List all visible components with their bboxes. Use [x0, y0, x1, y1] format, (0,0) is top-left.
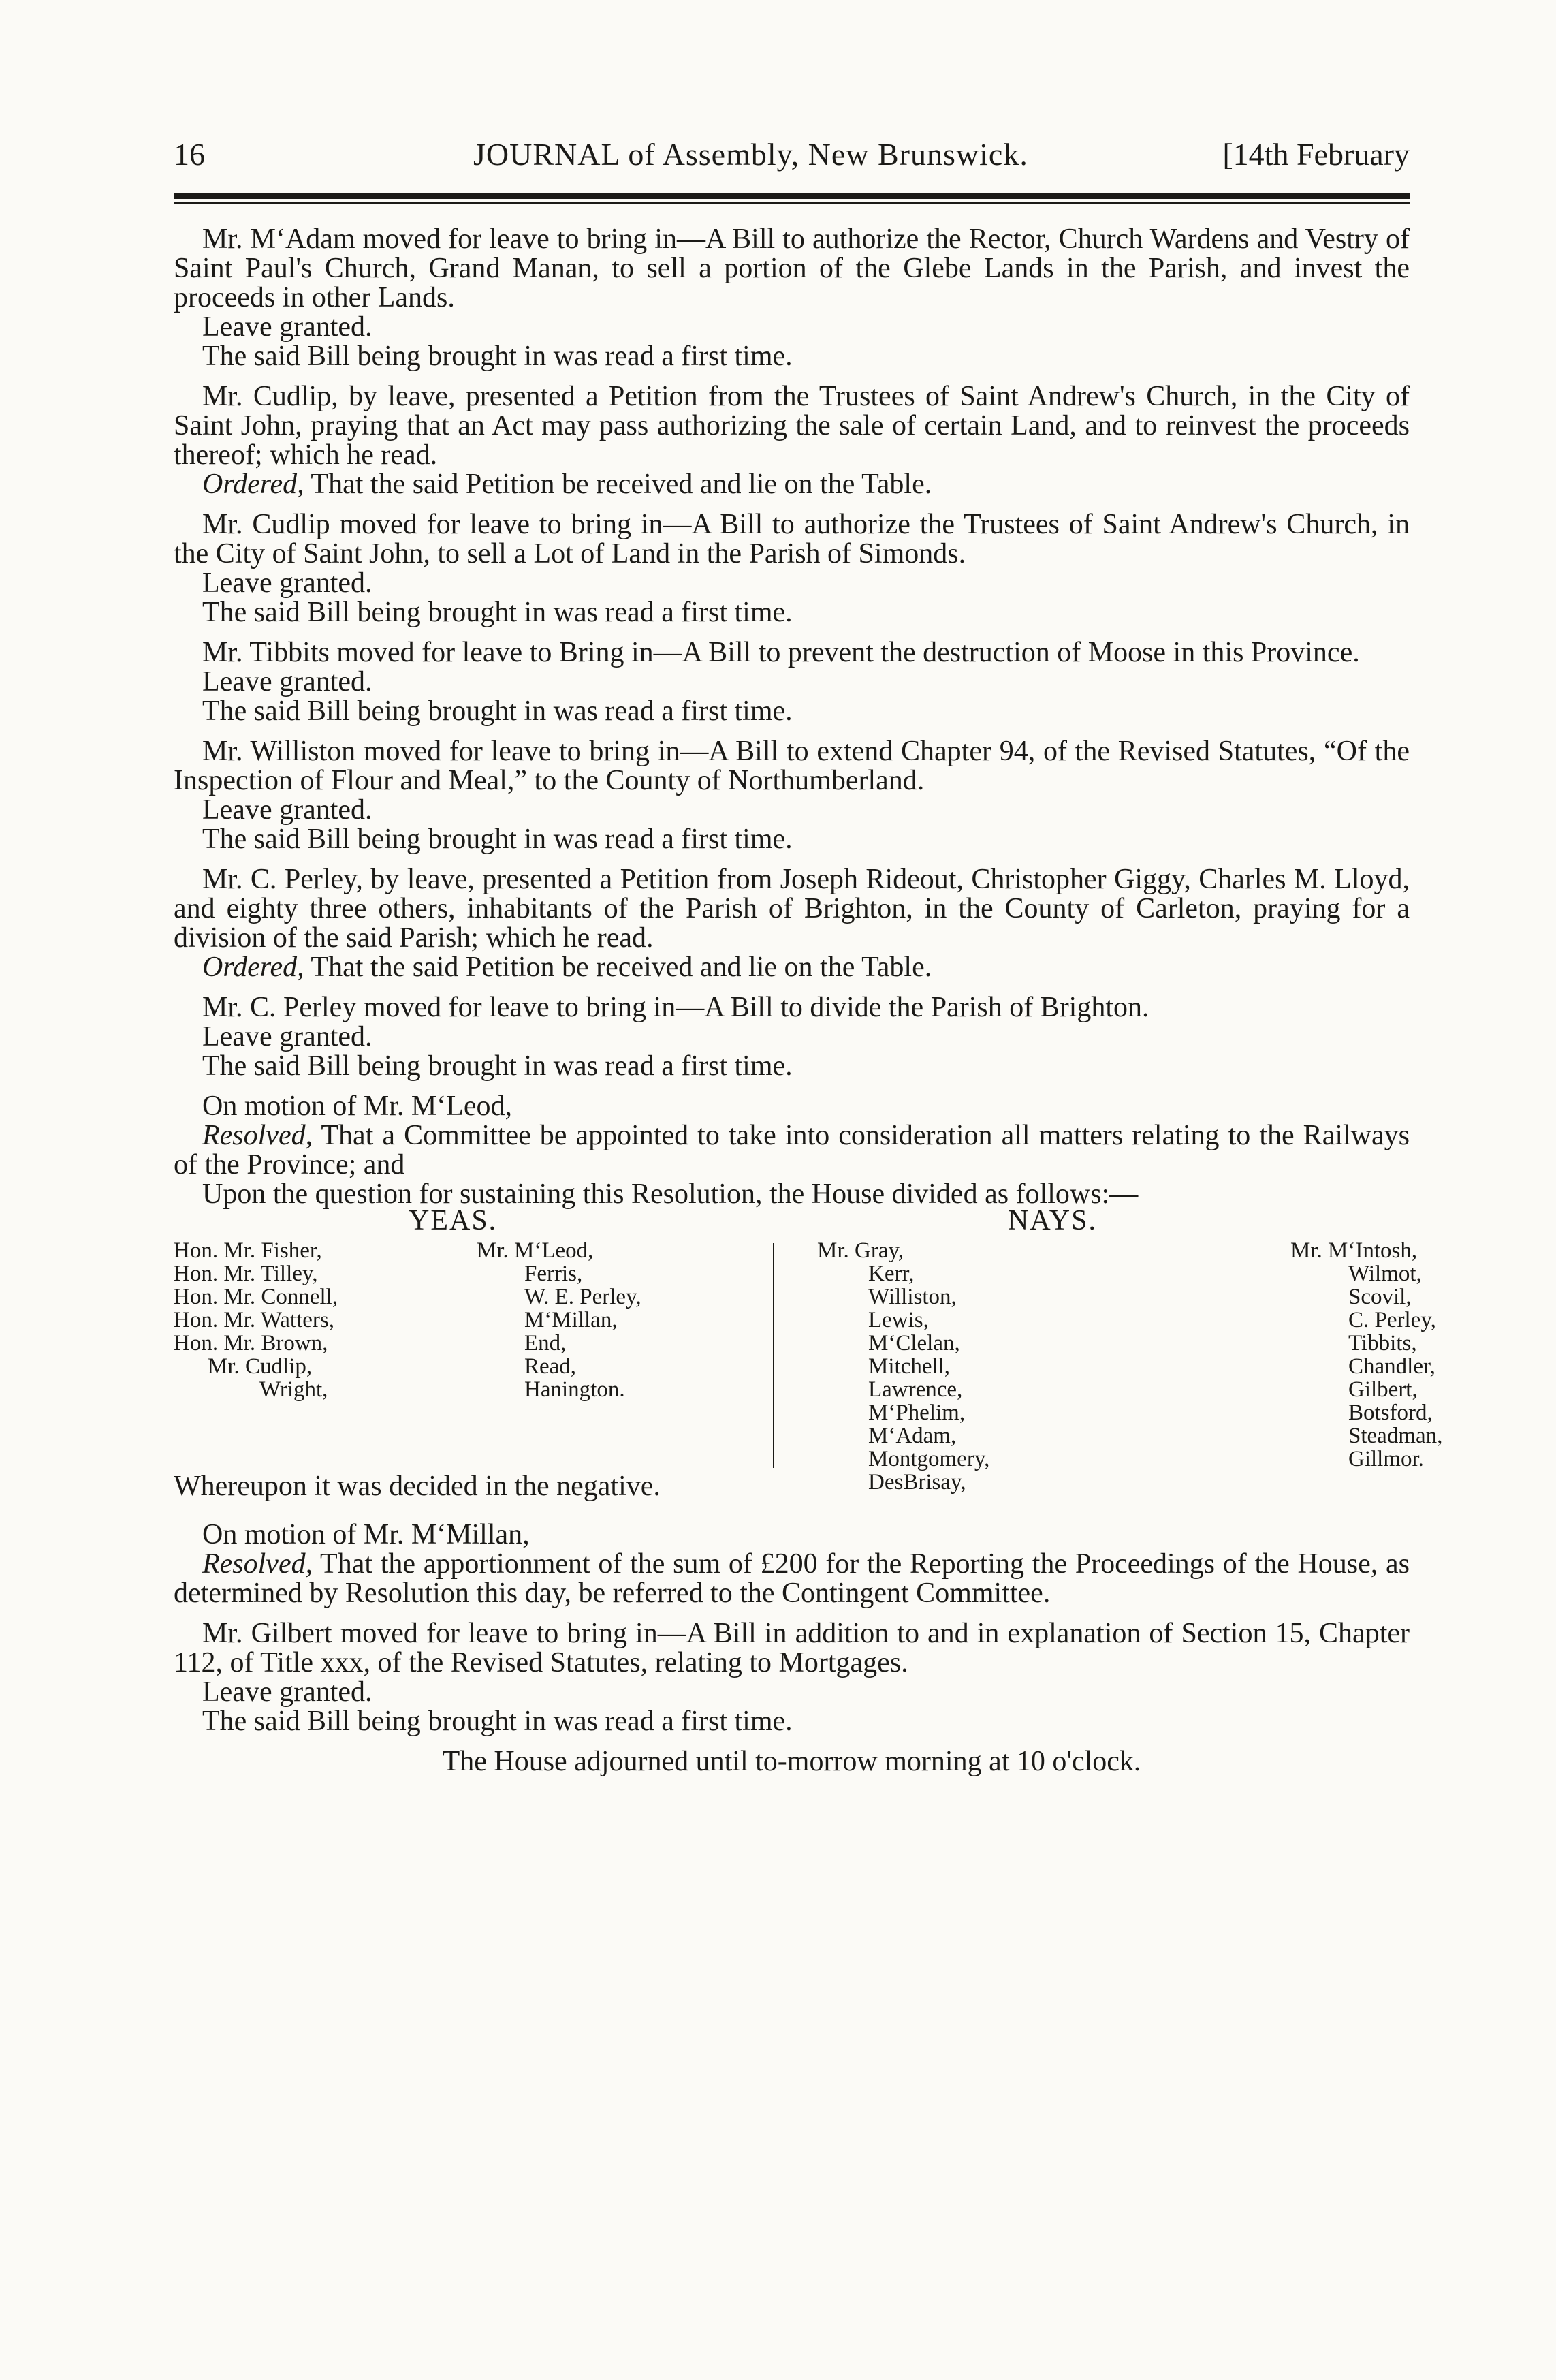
journal-body	[174, 223, 1443, 1805]
adjournment-notice: The House adjourned until to-morrow morning at 10 o'clock.	[442, 1746, 1141, 1777]
column-divider	[773, 1243, 774, 1468]
yeas-column-1: Hon. Mr. Fisher, Hon. Mr. Tilley, Hon. Mr. Connell, Hon. Mr. Watters, Hon. Mr. Brown, Mr. Cudlip, Wright,	[174, 1238, 338, 1402]
entry-williston-bill: Mr. Williston moved for leave to bring in—A Bill to extend Chapter 94, of the Revised Statutes, “Of the Inspection of Flour and Meal,” to the County of Northumberland. Leave granted. The said Bill being brought in was read a first time.	[174, 736, 1410, 855]
nays-column-1: Mr. Gray, Kerr, Williston, Lewis, M‘Clelan, Mitchell, Lawrence, M‘Phelim, M‘Adam, Montgomery, DesBrisay,	[817, 1238, 990, 1494]
yeas-column-2: Mr. M‘Leod, Ferris, W. E. Perley, M‘Millan, End, Read, Hanington.	[477, 1238, 641, 1402]
entry-perley-petition: Mr. C. Perley, by leave, presented a Petition from Joseph Rideout, Christopher Giggy, Charles M. Lloyd, and eighty three others, inhabitants of the Parish of Brighton, in the County of Carleton, praying for a division of the said Parish; which he read. Ordered, That the said Petition be received and lie on the Table.	[174, 864, 1410, 983]
header-date: [14th February	[1222, 137, 1410, 172]
entry-perley-bill: Mr. C. Perley moved for leave to bring in—A Bill to divide the Parish of Brighton. Leave granted. The said Bill being brought in was read a first time.	[202, 992, 1149, 1082]
entry-reporting-motion: On motion of Mr. M‘Millan, Resolved, That the apportionment of the sum of £200 for the Reporting the Proceedings of the House, as determined by Resolution this day, be referred to the Contingent Committee.	[174, 1519, 1410, 1609]
nays-heading: NAYS.	[1008, 1205, 1097, 1236]
page-number: 16	[174, 137, 205, 172]
header-rule-thin	[174, 202, 1410, 204]
entry-gilbert-bill: Mr. Gilbert moved for leave to bring in—A Bill in addition to and in explanation of Section 15, Chapter 112, of Title xxx, of the Revised Statutes, relating to Mortgages. Leave granted. The said Bill being brought in was read a first time.	[174, 1618, 1410, 1737]
page-header	[174, 136, 1410, 184]
header-rule-thick	[174, 193, 1410, 199]
entry-cudlip-bill: Mr. Cudlip moved for leave to bring in—A Bill to authorize the Trustees of Saint Andrew's Church, in the City of Saint John, to sell a Lot of Land in the Parish of Simonds. Leave granted. The said Bill being brought in was read a first time.	[174, 509, 1410, 628]
entry-railway-motion: On motion of Mr. M‘Leod, Resolved, That a Committee be appointed to take into consideration all matters relating to the Railways of the Province; and Upon the question for sustaining this Resolution, the House divided as follows:—	[174, 1091, 1410, 1210]
entry-madam-bill: Mr. M‘Adam moved for leave to bring in—A Bill to authorize the Rector, Church Wardens and Vestry of Saint Paul's Church, Grand Manan, to sell a portion of the Glebe Lands in the Parish, and invest the proceeds in other Lands. Leave granted. The said Bill being brought in was read a first time.	[174, 223, 1410, 372]
division-result: Whereupon it was decided in the negative.	[174, 1471, 661, 1502]
journal-title: JOURNAL of Assembly, New Brunswick.	[473, 137, 1028, 172]
entry-tibbits-bill: Mr. Tibbits moved for leave to Bring in—A Bill to prevent the destruction of Moose in this Province. Leave granted. The said Bill being brought in was read a first time.	[202, 637, 1360, 727]
entry-cudlip-petition: Mr. Cudlip, by leave, presented a Petition from the Trustees of Saint Andrew's Church, in the City of Saint John, praying that an Act may pass authorizing the sale of certain Land, and to reinvest the proceeds thereof; which he read. Ordered, That the said Petition be received and lie on the Table.	[174, 381, 1410, 500]
nays-column-2: Mr. M‘Intosh, Wilmot, Scovil, C. Perley, Tibbits, Chandler, Gilbert, Botsford, Steadman, Gillmor.	[1290, 1238, 1443, 1471]
yeas-heading: YEAS.	[409, 1205, 498, 1236]
